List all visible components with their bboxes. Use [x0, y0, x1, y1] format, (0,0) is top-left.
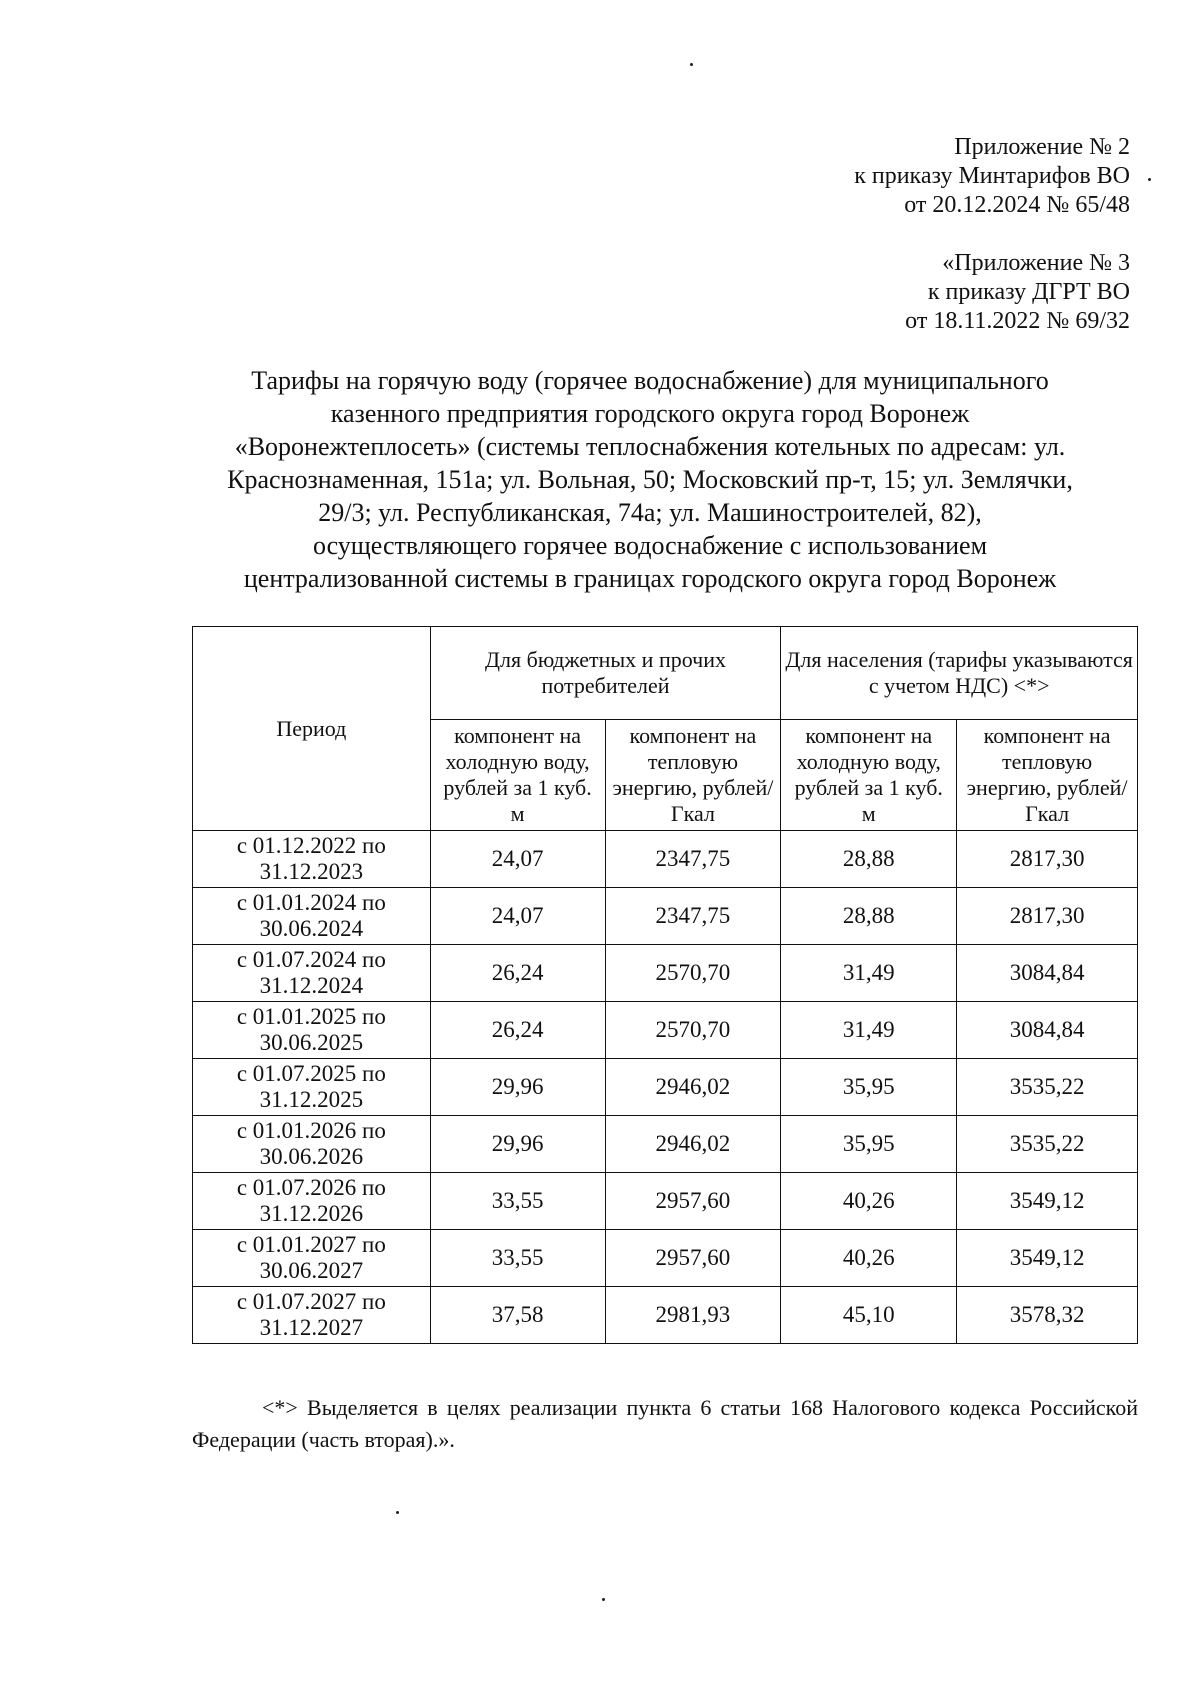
population-header: Для населения (тарифы указываются с учетом НДС) <*> [781, 627, 1138, 720]
period-from: с 01.07.2025 по [236, 1061, 386, 1086]
population-cold-water-cell: 28,88 [781, 888, 957, 945]
table-row [193, 1059, 1138, 1116]
population-cold-water-cell: 35,95 [781, 1116, 957, 1173]
previous-appendix-reference [905, 249, 1130, 336]
budget-heat-energy-cell: 2957,60 [605, 1230, 781, 1287]
population-cold-water-cell: 40,26 [781, 1230, 957, 1287]
budget-heat-energy-cell: 2347,75 [605, 888, 781, 945]
appendix-line: Приложение № 2 [954, 134, 1130, 160]
period-cell [193, 1002, 431, 1059]
appendix-line: к приказу ДГРТ ВО [927, 279, 1130, 305]
budget-cold-water-cell: 24,07 [430, 831, 605, 888]
period-cell [193, 945, 431, 1002]
budget-heat-energy-cell: 2957,60 [605, 1173, 781, 1230]
scan-speck [602, 1598, 605, 1601]
period-from: с 01.01.2025 по [236, 1004, 386, 1029]
population-heat-energy-cell: 3535,22 [957, 1059, 1138, 1116]
population-cold-water-cell: 31,49 [781, 1002, 957, 1059]
period-cell [193, 1173, 431, 1230]
population-heat-energy-cell: 3549,12 [957, 1230, 1138, 1287]
budget-cold-water-cell: 33,55 [430, 1230, 605, 1287]
period-cell [193, 1059, 431, 1116]
appendix-line: «Приложение № 3 [942, 250, 1130, 276]
budget-cold-water-header: компонент на холодную воду, рублей за 1 куб. м [430, 720, 605, 831]
budget-cold-water-cell: 29,96 [430, 1059, 605, 1116]
population-heat-energy-cell: 3549,12 [957, 1173, 1138, 1230]
appendix-line: к приказу Минтарифов ВО [854, 163, 1130, 189]
title-line: Краснознаменная, 151а; ул. Вольная, 50; Московский пр-т, 15; ул. Землячки, [227, 465, 1073, 494]
population-heat-energy-cell: 3084,84 [957, 1002, 1138, 1059]
population-heat-energy-cell: 2817,30 [957, 831, 1138, 888]
table-row [193, 1287, 1138, 1344]
budget-cold-water-cell: 26,24 [430, 1002, 605, 1059]
population-heat-energy-cell: 2817,30 [957, 888, 1138, 945]
scan-speck [690, 63, 693, 66]
title-line: казенного предприятия городского округа город Воронеж [330, 399, 970, 428]
title-line: Тарифы на горячую воду (горячее водоснабжение) для муниципального [251, 366, 1049, 395]
period-from: с 01.01.2026 по [236, 1118, 386, 1143]
period-to: 30.06.2024 [259, 916, 364, 941]
scan-speck [396, 1511, 399, 1514]
population-cold-water-cell: 28,88 [781, 831, 957, 888]
title-line: централизованной системы в границах городского округа город Воронеж [243, 564, 1057, 593]
table-row [193, 888, 1138, 945]
budget-cold-water-cell: 26,24 [430, 945, 605, 1002]
table-row [193, 1230, 1138, 1287]
title-line: «Воронежтеплосеть» (системы теплоснабжения котельных по адресам: ул. [234, 432, 1066, 461]
appendix-line: от 18.11.2022 № 69/32 [905, 308, 1130, 334]
title-line: осуществляющего горячее водоснабжение с использованием [312, 531, 988, 560]
appendix-line: от 20.12.2024 № 65/48 [904, 192, 1130, 218]
budget-heat-energy-cell: 2981,93 [605, 1287, 781, 1344]
period-cell [193, 1116, 431, 1173]
budget-cold-water-cell: 24,07 [430, 888, 605, 945]
table-row [193, 1002, 1138, 1059]
table-row [193, 945, 1138, 1002]
budget-consumers-header: Для бюджетных и прочих потребителей [430, 627, 781, 720]
period-from: с 01.07.2026 по [236, 1175, 386, 1200]
period-cell [193, 831, 431, 888]
budget-heat-energy-cell: 2946,02 [605, 1116, 781, 1173]
population-heat-energy-cell: 3084,84 [957, 945, 1138, 1002]
period-to: 31.12.2025 [259, 1087, 364, 1112]
budget-heat-energy-cell: 2347,75 [605, 831, 781, 888]
budget-heat-energy-cell: 2570,70 [605, 945, 781, 1002]
population-heat-energy-cell: 3578,32 [957, 1287, 1138, 1344]
population-heat-energy-cell: 3535,22 [957, 1116, 1138, 1173]
population-cold-water-cell: 31,49 [781, 945, 957, 1002]
title-line: 29/3; ул. Республиканская, 74а; ул. Машиностроителей, 82), [318, 498, 982, 527]
period-from: с 01.07.2027 по [236, 1289, 386, 1314]
table-body [193, 831, 1138, 1344]
population-cold-water-cell: 45,10 [781, 1287, 957, 1344]
tariff-table [192, 626, 1138, 1344]
budget-cold-water-cell: 29,96 [430, 1116, 605, 1173]
period-to: 31.12.2026 [259, 1201, 364, 1226]
budget-heat-energy-cell: 2946,02 [605, 1059, 781, 1116]
population-cold-water-header: компонент на холодную воду, рублей за 1 куб. м [781, 720, 957, 831]
period-to: 31.12.2023 [259, 859, 364, 884]
period-to: 30.06.2026 [259, 1144, 364, 1169]
population-cold-water-cell: 40,26 [781, 1173, 957, 1230]
period-to: 30.06.2025 [259, 1030, 364, 1055]
appendix-reference [854, 133, 1130, 220]
scan-speck [1148, 178, 1151, 181]
period-from: с 01.12.2022 по [236, 833, 386, 858]
period-to: 31.12.2027 [259, 1315, 364, 1340]
population-cold-water-cell: 35,95 [781, 1059, 957, 1116]
period-to: 30.06.2027 [259, 1258, 364, 1283]
period-from: с 01.01.2024 по [236, 890, 386, 915]
period-cell [193, 1230, 431, 1287]
budget-cold-water-cell: 37,58 [430, 1287, 605, 1344]
budget-heat-energy-header: компонент на тепловую энергию, рублей/Гкал [605, 720, 781, 831]
footnote: <*> Выделяется в целях реализации пункта 6 статьи 168 Налогового кодекса Российской Федерации (часть вторая).». [192, 1395, 1138, 1452]
document-title [150, 364, 1150, 595]
period-from: с 01.07.2024 по [236, 947, 386, 972]
population-heat-energy-header: компонент на тепловую энергию, рублей/Гкал [957, 720, 1138, 831]
period-cell [193, 1287, 431, 1344]
table-row [193, 831, 1138, 888]
period-from: с 01.01.2027 по [236, 1232, 386, 1257]
table-row [193, 1173, 1138, 1230]
table-header-row [193, 627, 1138, 720]
period-to: 31.12.2024 [259, 973, 364, 998]
period-column-header: Период [193, 627, 431, 831]
table-row [193, 1116, 1138, 1173]
budget-heat-energy-cell: 2570,70 [605, 1002, 781, 1059]
budget-cold-water-cell: 33,55 [430, 1173, 605, 1230]
period-cell [193, 888, 431, 945]
